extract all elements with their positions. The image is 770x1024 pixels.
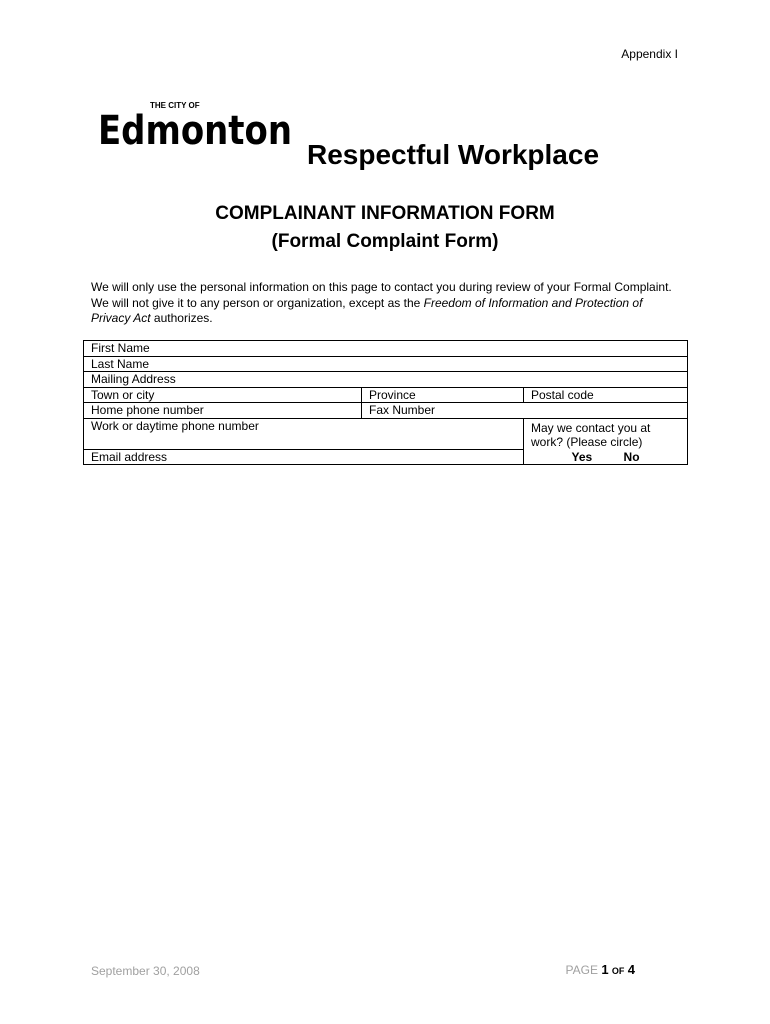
yes-option[interactable]: Yes	[571, 449, 593, 464]
mailing-address-field[interactable]: Mailing Address	[84, 372, 688, 388]
home-phone-field[interactable]: Home phone number	[84, 403, 362, 419]
page-label: PAGE	[565, 963, 598, 977]
table-row	[84, 341, 688, 357]
table-row	[84, 403, 688, 419]
table-row	[84, 387, 688, 403]
contact-question: May we contact you at work? (Please circle)	[531, 420, 651, 449]
privacy-act-name: Freedom of Information and Protection of Privacy Act	[91, 295, 643, 325]
logo-wordmark: Edmonton	[98, 108, 292, 154]
table-row	[84, 418, 688, 449]
work-phone-field[interactable]: Work or daytime phone number	[84, 418, 524, 449]
yes-no-options	[531, 450, 680, 465]
contact-at-work-cell	[524, 418, 688, 465]
page-total: 4	[627, 962, 635, 977]
email-field[interactable]: Email address	[84, 449, 524, 465]
logo-small-text: THE CITY OF	[150, 101, 200, 110]
table-row	[84, 356, 688, 372]
postal-code-field[interactable]: Postal code	[524, 387, 688, 403]
no-option[interactable]: No	[623, 449, 640, 464]
first-name-field[interactable]: First Name	[84, 341, 688, 357]
fax-field[interactable]: Fax Number	[362, 403, 688, 419]
privacy-text-2: authorizes.	[150, 311, 213, 325]
appendix-label: Appendix I	[621, 47, 678, 61]
privacy-notice	[91, 280, 681, 327]
privacy-text-1: We will only use the personal information on this page to contact you during review of your Formal Complaint. We will not give it to any person or organization, except as the	[91, 280, 672, 310]
table-row	[84, 372, 688, 388]
footer-date: September 30, 2008	[91, 964, 200, 978]
last-name-field[interactable]: Last Name	[84, 356, 688, 372]
page-number	[566, 962, 635, 977]
town-field[interactable]: Town or city	[84, 387, 362, 403]
of-label: OF	[611, 966, 625, 976]
form-subheading: (Formal Complaint Form)	[271, 231, 499, 252]
province-field[interactable]: Province	[362, 387, 524, 403]
complainant-info-table	[83, 340, 688, 465]
form-heading: COMPLAINANT INFORMATION FORM	[215, 203, 555, 224]
page-title: Respectful Workplace	[307, 139, 600, 170]
page-current: 1	[601, 962, 609, 977]
city-of-edmonton-logo	[96, 96, 296, 158]
